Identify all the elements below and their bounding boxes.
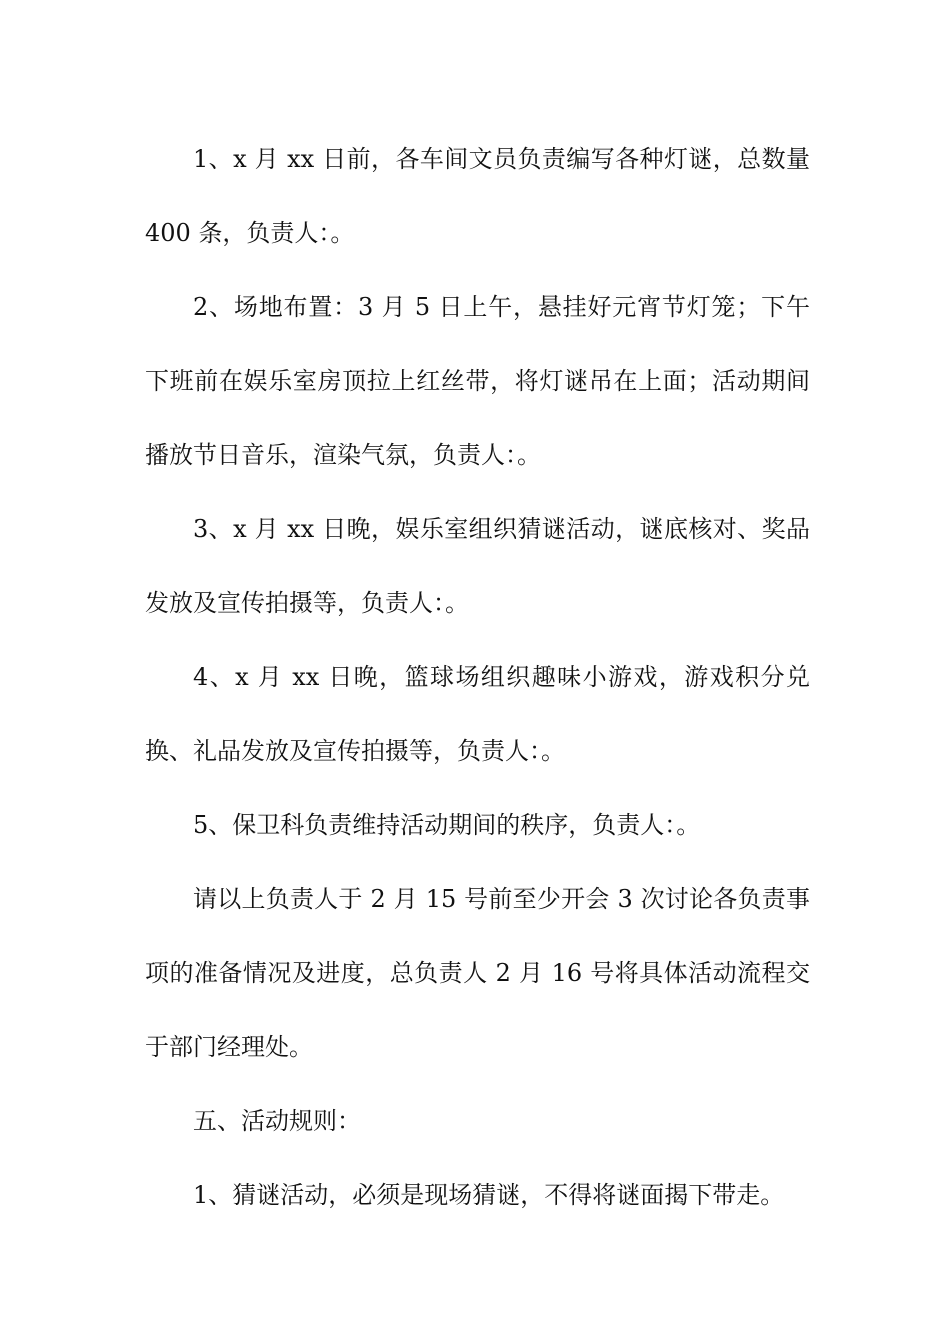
paragraph-2: 2、场地布置：3 月 5 日上午，悬挂好元宵节灯笼；下午下班前在娱乐室房顶拉上红丝带，将灯谜吊在上面；活动期间播放节日音乐，渲染气氛，负责人：。 — [145, 293, 810, 469]
paragraph-1: 1、x 月 xx 日前，各车间文员负责编写各种灯谜，总数量 400 条，负责人：。 — [145, 145, 810, 247]
section-heading: 五、活动规则： — [193, 1107, 361, 1135]
paragraph-7: 1、猜谜活动，必须是现场猜谜，不得将谜面揭下带走。 — [193, 1181, 785, 1209]
document-body — [145, 122, 810, 1232]
paragraph-4: 4、x 月 xx 日晚，篮球场组织趣味小游戏，游戏积分兑换、礼品发放及宣传拍摄等，负责人：。 — [145, 663, 810, 765]
paragraph-3: 3、x 月 xx 日晚，娱乐室组织猜谜活动，谜底核对、奖品发放及宣传拍摄等，负责人：。 — [145, 515, 810, 617]
paragraph-6: 请以上负责人于 2 月 15 号前至少开会 3 次讨论各负责事项的准备情况及进度，总负责人 2 月 16 号将具体活动流程交于部门经理处。 — [145, 885, 810, 1061]
paragraph-5: 5、保卫科负责维持活动期间的秩序，负责人：。 — [193, 811, 701, 839]
